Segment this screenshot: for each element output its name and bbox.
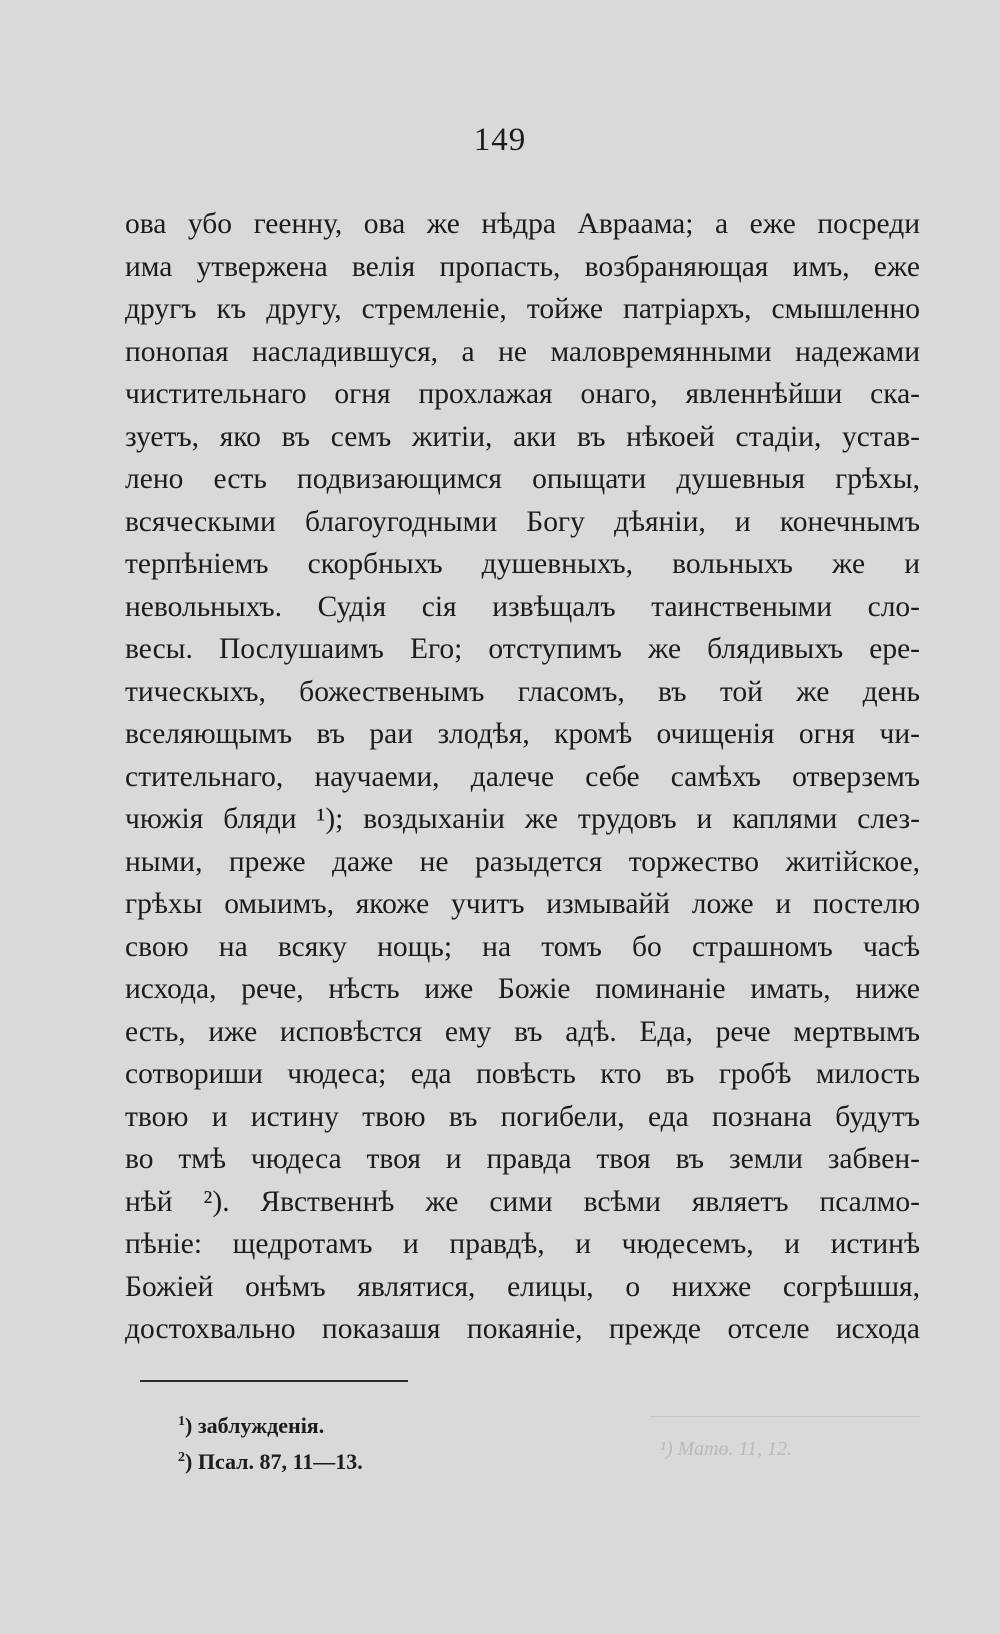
footnote-2: [178, 1440, 363, 1476]
footnote-mark: 2: [178, 1450, 185, 1465]
text-line: нѣй ²). Явственнѣ же сими всѣми являетъ псалмо-: [125, 1185, 920, 1218]
text-line: има утвержена велія пропасть, возбраняющая имъ, еже: [125, 250, 920, 283]
bleed-through-footnote: ¹) Матө. 11, 12.: [660, 1438, 792, 1460]
text-line: ова убо геенну, ова же нѣдра Авраама; а еже посреди: [125, 208, 920, 240]
text-line: тическыхъ, божественымъ гласомъ, въ той же день: [125, 675, 920, 708]
text-line: другъ къ другу, стремленіе, тойже патріархъ, смышленно: [125, 293, 920, 325]
text-line: невольныхъ. Судія сія извѣщалъ таинствеными сло-: [125, 590, 920, 623]
text-line: зуетъ, яко въ семъ житіи, аки въ нѣкоей стадіи, устав-: [125, 420, 920, 453]
footnote-divider: [140, 1380, 408, 1382]
footnote-text: ) Псал. 87, 11—13.: [185, 1449, 363, 1474]
text-line: всяческыми благоугодными Богу дѣяніи, и конечнымъ: [125, 505, 920, 538]
text-line: пѣніе: щедротамъ и правдѣ, и чюдесемъ, и истинѣ: [125, 1228, 920, 1260]
text-line: твою и истину твою въ погибели, еда познана будутъ: [125, 1100, 920, 1133]
text-line: ными, преже даже не разыдется торжество житійское,: [125, 845, 920, 878]
text-line: сотвориши чюдеса; еда повѣсть кто въ гробѣ милость: [125, 1058, 920, 1090]
footnotes: [178, 1404, 363, 1476]
text-line: стительнаго, научаеми, далече себе самѣхъ отверземъ: [125, 760, 920, 793]
text-line: Божіей онѣмъ являтися, елицы, о нихже согрѣшшя,: [125, 1270, 920, 1303]
footnote-text: ) заблужденія.: [185, 1413, 325, 1438]
footnote-mark: 1: [178, 1414, 185, 1429]
body-text: [125, 203, 920, 1351]
text-line: понопая насладившуся, а не маловремянными надежами: [125, 335, 920, 368]
text-line: есть, иже исповѣстся ему въ адѣ. Еда, рече мертвымъ: [125, 1015, 920, 1048]
text-line: достохвально показашя покаяніе, прежде отселе исхода: [125, 1313, 920, 1345]
bleed-through-divider: [650, 1416, 920, 1417]
text-line: свою на всяку нощь; на томъ бо страшномъ часѣ: [125, 930, 920, 963]
page-number: 149: [473, 122, 527, 158]
text-line: грѣхы омыимъ, якоже учитъ измывайй ложе и постелю: [125, 888, 920, 920]
text-line: исхода, рече, нѣсть иже Божіе поминаніе имать, ниже: [125, 973, 920, 1005]
text-line: чюжія бляди ¹); воздыханіи же трудовъ и каплями слез-: [125, 803, 920, 835]
text-line: чистительнаго огня прохлажая онаго, явленнѣйши ска-: [125, 378, 920, 410]
text-line: терпѣніемъ скорбныхъ душевныхъ, вольныхъ же и: [125, 548, 920, 580]
text-line: весы. Послушаимъ Его; отступимъ же блядивыхъ ере-: [125, 633, 920, 665]
text-line: вселяющымъ въ раи злодѣя, кромѣ очищенія огня чи-: [125, 718, 920, 750]
text-line: во тмѣ чюдеса твоя и правда твоя въ земли забвен-: [125, 1143, 920, 1175]
footnote-1: [178, 1404, 363, 1440]
text-line: лено есть подвизающимся опыщати душевныя грѣхы,: [125, 463, 920, 495]
